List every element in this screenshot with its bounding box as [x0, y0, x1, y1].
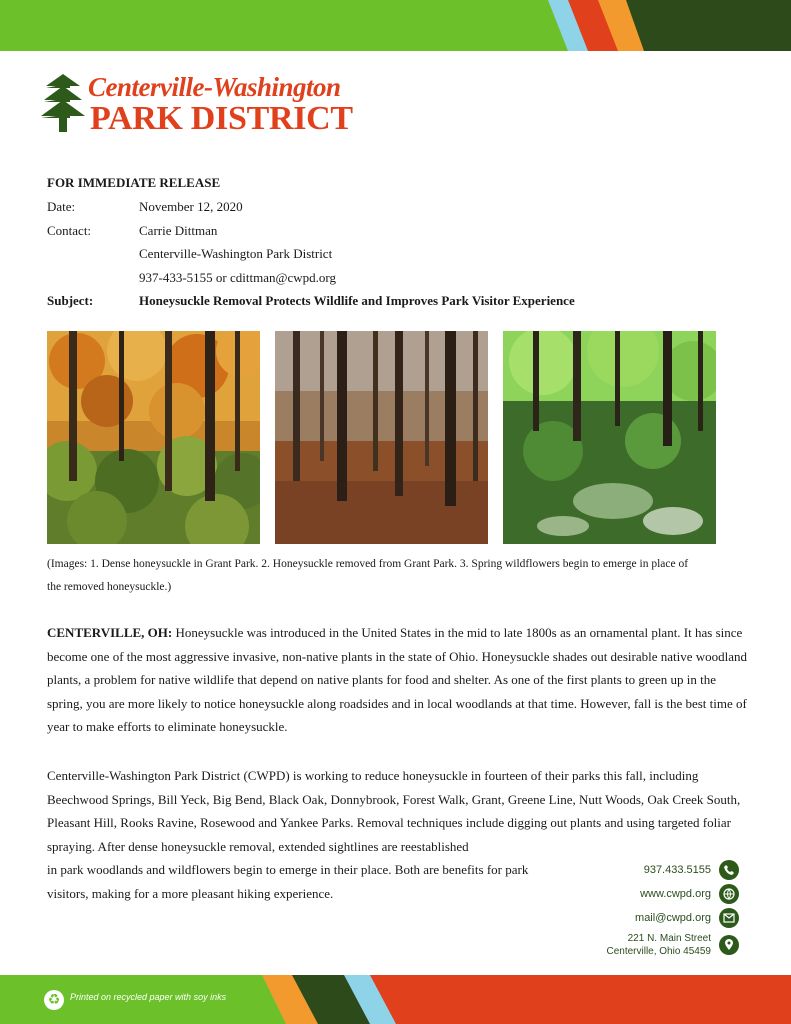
subject-row	[47, 292, 747, 316]
date-row	[47, 198, 747, 222]
park-district-logo	[40, 72, 380, 138]
caption-line-1: (Images: 1. Dense honeysuckle in Grant Park. 2. Honeysuckle removed from Grant Park. 3. Spring wildflowers begin to emerge in place of	[47, 558, 689, 570]
website[interactable]: www.cwpd.org	[640, 888, 711, 900]
release-title: FOR IMMEDIATE RELEASE	[47, 175, 221, 190]
contact-address	[606, 932, 739, 958]
photo-dense-honeysuckle	[47, 331, 260, 544]
logo-line-2: PARK DISTRICT	[90, 100, 353, 137]
phone-number: 937.433.5155	[643, 864, 711, 876]
recycled-paper-note: Printed on recycled paper with soy inks	[70, 992, 227, 1002]
photo-honeysuckle-removed	[275, 331, 488, 544]
photo-caption	[47, 553, 747, 599]
contact-name: Carrie Dittman	[139, 222, 218, 238]
phone-icon	[719, 860, 739, 880]
logo-line-1: Centerville-Washington	[88, 72, 341, 102]
dateline: CENTERVILLE, OH:	[47, 625, 173, 640]
bottom-banner	[0, 975, 791, 1024]
date-value: November 12, 2020	[139, 199, 243, 214]
paragraph-2-text-wide: Centerville-Washington Park District (CWPD) is working to reduce honeysuckle in fourteen of their parks this fall, including Beechwood Springs, Bill Yeck, Big Bend, Black Oak, Donnybrook, Forest Walk, Grant, Greene Line, Nutt Woods, Oak Creek South, Pleasant Hill, Rooks Ravine, Rosewood and Yankee Parks. Removal techniques include digging out plants and using targeted foliar spraying. After dense honeysuckle removal, extended sightlines are reestablished	[47, 768, 741, 854]
globe-icon	[719, 884, 739, 904]
contact-row	[47, 222, 747, 246]
contact-phone	[606, 858, 739, 882]
date-label: Date:	[47, 199, 76, 214]
pine-tree-icon	[40, 72, 86, 134]
paragraph-1-text: Honeysuckle was introduced in the United States in the mid to late 1800s as an ornamental plant. It has since become one of the most aggressive invasive, non-native plants in the state of Ohio. Honeysuckle shades out desirable native woodland plants, a problem for native wildlife that depend on native plants for food and shelter. As one of the first plants to green up in the spring, you are more likely to notice honeysuckle along roadsides and in local woodlands at that time. However, fall is the best time of year to make efforts to eliminate honeysuckle.	[47, 625, 748, 734]
release-header	[47, 174, 747, 316]
body-paragraph-1	[47, 621, 747, 739]
paragraph-2-text-narrow: in park woodlands and wildflowers begin to emerge in their place. Both are benefits for park visitors, making for a more pleasant hiking experience.	[47, 862, 529, 901]
contact-org-row	[47, 245, 747, 269]
address-line-1: 221 N. Main Street	[627, 933, 711, 944]
contact-label: Contact:	[47, 222, 92, 238]
contact-email	[606, 906, 739, 930]
map-pin-icon	[719, 935, 739, 955]
contact-org: Centerville-Washington Park District	[139, 246, 333, 261]
photo-spring-wildflowers	[503, 331, 716, 544]
subject-label: Subject:	[47, 293, 94, 308]
subject-value: Honeysuckle Removal Protects Wildlife and Improves Park Visitor Experience	[139, 293, 575, 308]
caption-line-2: the removed honeysuckle.)	[47, 581, 172, 593]
envelope-icon	[719, 908, 739, 928]
recycle-icon: ♻	[44, 990, 64, 1010]
contact-block	[606, 858, 739, 958]
contact-info-row	[47, 269, 747, 293]
contact-web	[606, 882, 739, 906]
contact-info: 937-433-5155 or cdittman@cwpd.org	[139, 269, 336, 285]
top-banner	[0, 0, 791, 51]
top-banner-stripes	[0, 0, 791, 51]
email-address[interactable]: mail@cwpd.org	[635, 912, 711, 924]
address-line-2: Centerville, Ohio 45459	[606, 946, 711, 957]
